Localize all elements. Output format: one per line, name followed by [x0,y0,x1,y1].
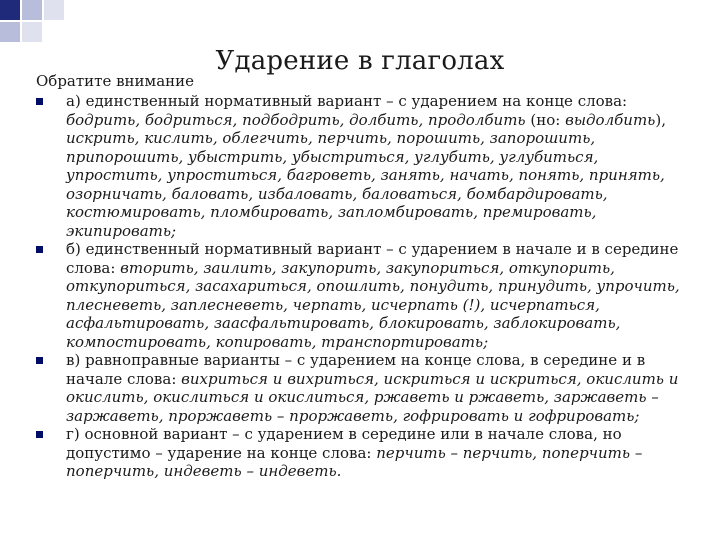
item-examples: перчить – перчить, поперчить – поперчить, индеветь – индеветь. [66,443,643,480]
item-examples: вихриться и вихриться, искриться и искриться, окислить и окислить, окислиться и окислиться, ржаветь и ржаветь, заржаветь – заржаветь, проржаветь – проржаветь, гофрировать и гофрировать; [66,369,679,425]
item-text: г) основной вариант – с ударением в середине или в начале слова, но допустимо – ударение на конце слова: [66,425,622,462]
item-text-2: (но: [525,110,566,129]
item-text: в) равноправные варианты – с ударением на конце слова, в середине и в начале слова: [66,351,646,388]
item-examples: вторить, заилить, закупорить, закупориться, откупорить, откупориться, засахариться, опошлить, понудить, принудить, упрочить, плесневеть, заплесневеть, черпать, исчерпать (!), исчерпаться, асфальтировать, заасфальтировать, блокировать, заблокировать, компостировать, копировать, транспортировать; [66,258,680,351]
lead-text: Обратите внимание [36,72,195,90]
item-examples-2: выдолбить [565,110,656,129]
item-text: а) единственный нормативный вариант – с ударением на конце слова: [66,92,628,110]
square-bullet-icon [36,431,43,438]
item-examples: бодрить, бодриться, подбодрить, долбить, продолбить [66,110,526,129]
item-text-3: ), [655,110,666,129]
list-item [36,240,686,351]
list-item [36,425,686,481]
list-item [36,92,686,240]
square-bullet-icon [36,246,43,253]
page-title: Ударение в глаголах [215,46,505,76]
list-item [36,351,686,425]
rules-list [36,92,686,481]
item-text: б) единственный нормативный вариант – с ударением в начале и в середине слова: [66,240,679,277]
item-examples-3: искрить, кислить, облегчить, перчить, порошить, запорошить, припорошить, убыстрить, убыстриться, углубить, углубиться, упростить, упроститься, багроветь, занять, начать, понять, принять, озорничать, баловать, избаловать, баловаться, бомбардировать, костюмировать, пломбировать, запломбировать, премировать, экипировать; [66,129,665,240]
corner-decoration [0,0,70,48]
square-bullet-icon [36,357,43,364]
square-bullet-icon [36,98,43,105]
